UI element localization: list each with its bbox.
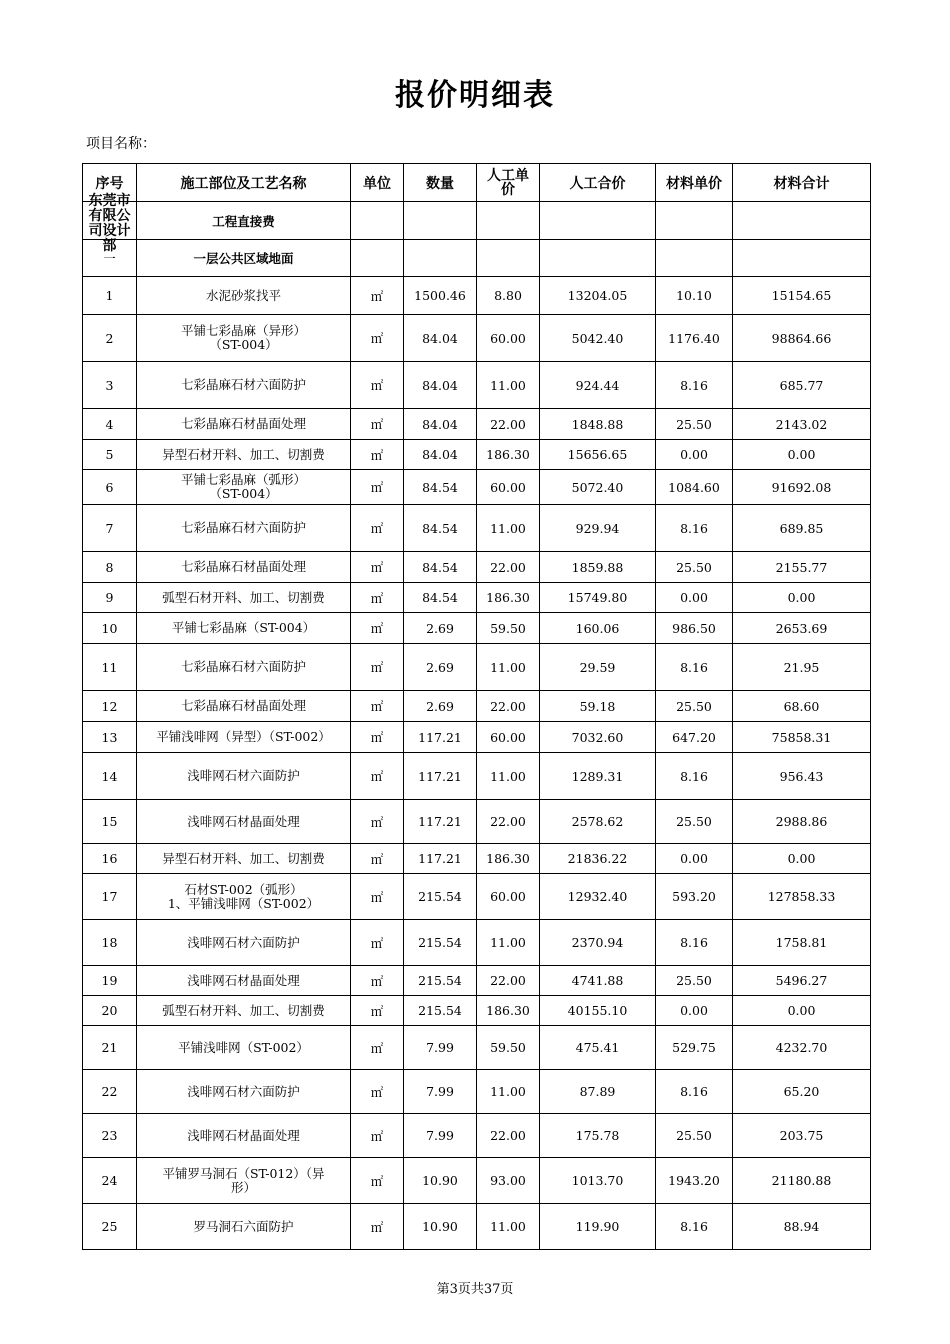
- cell-material-price: 0.00: [656, 440, 733, 470]
- direct-fee-row: [83, 202, 871, 240]
- cell-no: 1: [83, 277, 137, 315]
- cell-no: 14: [83, 753, 137, 800]
- cell-labor-price: 22.00: [477, 409, 540, 440]
- cell-qty: 7.99: [404, 1070, 477, 1114]
- cell-labor-total: 59.18: [540, 691, 656, 722]
- cell-material-total: 2988.86: [733, 800, 871, 844]
- header-name: 施工部位及工艺名称: [137, 164, 351, 202]
- cell-unit: ㎡: [351, 1114, 404, 1158]
- cell-material-total: 21180.88: [733, 1158, 871, 1204]
- cell-labor-price: 186.30: [477, 583, 540, 613]
- table-row: [83, 362, 871, 409]
- cell-no: 13: [83, 722, 137, 753]
- cell-labor-total: 1859.88: [540, 552, 656, 583]
- cell-unit: ㎡: [351, 1026, 404, 1070]
- cell-labor-price: 186.30: [477, 844, 540, 874]
- cell-material-total: 2155.77: [733, 552, 871, 583]
- cell-no: 19: [83, 966, 137, 996]
- cell-labor-price: 186.30: [477, 996, 540, 1026]
- cell-no: 25: [83, 1204, 137, 1250]
- cell-material-price: 0.00: [656, 583, 733, 613]
- cell-no: 16: [83, 844, 137, 874]
- cell-material-total: 0.00: [733, 583, 871, 613]
- cell-labor-price: 11.00: [477, 920, 540, 966]
- cell-material-total: 203.75: [733, 1114, 871, 1158]
- section-row: [83, 240, 871, 277]
- cell-labor-total: 2578.62: [540, 800, 656, 844]
- cell-unit: ㎡: [351, 409, 404, 440]
- table-row: [83, 1026, 871, 1070]
- cell-material-price: 25.50: [656, 966, 733, 996]
- cell-labor-total: 29.59: [540, 644, 656, 691]
- page-footer: 第3页共37页: [436, 1282, 514, 1297]
- cell-labor-total: 119.90: [540, 1204, 656, 1250]
- header-material-price: 材料单价: [656, 164, 733, 202]
- table-row: [83, 1070, 871, 1114]
- cell-material-price: 8.16: [656, 1070, 733, 1114]
- cell-qty: 7.99: [404, 1026, 477, 1070]
- cell-unit: ㎡: [351, 800, 404, 844]
- cell-labor-price: 11.00: [477, 362, 540, 409]
- cell-material-price: 8.16: [656, 644, 733, 691]
- cell-unit: ㎡: [351, 920, 404, 966]
- table-row: [83, 613, 871, 644]
- cell-name: 七彩晶麻石材晶面处理: [137, 552, 351, 583]
- cell-unit: ㎡: [351, 874, 404, 920]
- cell-material-price: 10.10: [656, 277, 733, 315]
- cell-qty: 84.54: [404, 552, 477, 583]
- cell-material-price: 1084.60: [656, 470, 733, 505]
- cell-labor-total: 929.94: [540, 505, 656, 552]
- cell-qty: 2.69: [404, 691, 477, 722]
- cell-labor-price: 11.00: [477, 753, 540, 800]
- cell-unit: ㎡: [351, 440, 404, 470]
- direct-fee-label: 工程直接费: [137, 202, 351, 240]
- cell-material-total: 65.20: [733, 1070, 871, 1114]
- cell-material-price: 25.50: [656, 1114, 733, 1158]
- cell-material-total: 689.85: [733, 505, 871, 552]
- cell-unit: ㎡: [351, 691, 404, 722]
- table-row: [83, 505, 871, 552]
- cell-material-total: 2143.02: [733, 409, 871, 440]
- cell-unit: ㎡: [351, 753, 404, 800]
- cell-no: 8: [83, 552, 137, 583]
- header-row: [83, 164, 871, 202]
- cell-name: 七彩晶麻石材晶面处理: [137, 409, 351, 440]
- cell-labor-total: 15749.80: [540, 583, 656, 613]
- cell-material-total: 98864.66: [733, 315, 871, 362]
- header-labor-price: 人工单 价: [477, 164, 540, 202]
- cell-material-price: 8.16: [656, 753, 733, 800]
- table-row: [83, 315, 871, 362]
- cell-unit: ㎡: [351, 362, 404, 409]
- cell-unit: ㎡: [351, 470, 404, 505]
- cell-unit: ㎡: [351, 1070, 404, 1114]
- cell-material-price: 8.16: [656, 362, 733, 409]
- table-row: [83, 966, 871, 996]
- cell-qty: 7.99: [404, 1114, 477, 1158]
- table-row: [83, 691, 871, 722]
- cell-unit: ㎡: [351, 583, 404, 613]
- project-name-label: 项目名称：: [86, 136, 156, 152]
- cell-material-price: 986.50: [656, 613, 733, 644]
- cell-material-total: 91692.08: [733, 470, 871, 505]
- cell-labor-total: 7032.60: [540, 722, 656, 753]
- cell-labor-price: 186.30: [477, 440, 540, 470]
- cell-unit: ㎡: [351, 277, 404, 315]
- cell-no: 9: [83, 583, 137, 613]
- cell-name: 异型石材开料、加工、切割费: [137, 844, 351, 874]
- header-qty: 数量: [404, 164, 477, 202]
- table-row: [83, 644, 871, 691]
- cell-labor-total: 21836.22: [540, 844, 656, 874]
- cell-unit: ㎡: [351, 315, 404, 362]
- cell-unit: ㎡: [351, 722, 404, 753]
- cell-unit: ㎡: [351, 966, 404, 996]
- cell-material-price: 25.50: [656, 800, 733, 844]
- cell-material-price: 1943.20: [656, 1158, 733, 1204]
- cell-material-total: 1758.81: [733, 920, 871, 966]
- cell-unit: ㎡: [351, 505, 404, 552]
- cell-labor-price: 59.50: [477, 613, 540, 644]
- cell-name: 浅啡网石材六面防护: [137, 1070, 351, 1114]
- cell-no: 5: [83, 440, 137, 470]
- table-row: [83, 470, 871, 505]
- cell-unit: ㎡: [351, 844, 404, 874]
- cell-qty: 1500.46: [404, 277, 477, 315]
- cell-name: 浅啡网石材晶面处理: [137, 966, 351, 996]
- cell-labor-total: 1289.31: [540, 753, 656, 800]
- cell-material-total: 685.77: [733, 362, 871, 409]
- cell-name: 罗马洞石六面防护: [137, 1204, 351, 1250]
- cell-labor-total: 4741.88: [540, 966, 656, 996]
- cell-name: 平铺七彩晶麻（ST-004）: [137, 613, 351, 644]
- cell-unit: ㎡: [351, 1204, 404, 1250]
- cell-no: 2: [83, 315, 137, 362]
- cell-name: 浅啡网石材六面防护: [137, 753, 351, 800]
- cell-no: 20: [83, 996, 137, 1026]
- cell-unit: ㎡: [351, 996, 404, 1026]
- cell-no: 24: [83, 1158, 137, 1204]
- table-row: [83, 552, 871, 583]
- cell-qty: 215.54: [404, 966, 477, 996]
- table-row: [83, 583, 871, 613]
- table-row: [83, 409, 871, 440]
- cell-material-price: 0.00: [656, 844, 733, 874]
- table-row: [83, 800, 871, 844]
- table-row: [83, 996, 871, 1026]
- cell-labor-total: 1013.70: [540, 1158, 656, 1204]
- company-fragment: 东莞市有限公司设计部: [88, 193, 131, 254]
- cell-no: 12: [83, 691, 137, 722]
- cell-material-price: 25.50: [656, 409, 733, 440]
- cell-qty: 117.21: [404, 753, 477, 800]
- cell-material-total: 127858.33: [733, 874, 871, 920]
- cell-labor-price: 11.00: [477, 644, 540, 691]
- table-row: [83, 722, 871, 753]
- cell-qty: 117.21: [404, 722, 477, 753]
- cell-unit: ㎡: [351, 552, 404, 583]
- cell-material-price: 529.75: [656, 1026, 733, 1070]
- table-row: [83, 874, 871, 920]
- cell-labor-total: 15656.65: [540, 440, 656, 470]
- table-row: [83, 920, 871, 966]
- cell-qty: 215.54: [404, 920, 477, 966]
- cell-qty: 2.69: [404, 613, 477, 644]
- cell-labor-price: 11.00: [477, 1204, 540, 1250]
- cell-qty: 10.90: [404, 1158, 477, 1204]
- cell-labor-price: 60.00: [477, 874, 540, 920]
- cell-name: 七彩晶麻石材六面防护: [137, 644, 351, 691]
- cell-qty: 84.04: [404, 362, 477, 409]
- cell-no: 4: [83, 409, 137, 440]
- cell-material-total: 2653.69: [733, 613, 871, 644]
- cell-material-total: 5496.27: [733, 966, 871, 996]
- cell-labor-total: 5042.40: [540, 315, 656, 362]
- cell-material-total: 75858.31: [733, 722, 871, 753]
- company-fragment-cell: [83, 193, 137, 254]
- cell-name: 平铺七彩晶麻（异形） （ST-004）: [137, 315, 351, 362]
- cell-qty: 117.21: [404, 800, 477, 844]
- cell-name: 异型石材开料、加工、切割费: [137, 440, 351, 470]
- cell-name: 浅啡网石材晶面处理: [137, 800, 351, 844]
- cell-labor-total: 40155.10: [540, 996, 656, 1026]
- header-no: 序号: [83, 164, 137, 202]
- cell-qty: 84.54: [404, 583, 477, 613]
- cell-material-price: 0.00: [656, 996, 733, 1026]
- cell-labor-total: 475.41: [540, 1026, 656, 1070]
- cell-material-total: 68.60: [733, 691, 871, 722]
- cell-name: 弧型石材开料、加工、切割费: [137, 583, 351, 613]
- cell-name: 平铺罗马洞石（ST-012）（异 形）: [137, 1158, 351, 1204]
- cell-labor-total: 87.89: [540, 1070, 656, 1114]
- cell-qty: 117.21: [404, 844, 477, 874]
- cell-material-total: 0.00: [733, 996, 871, 1026]
- cell-qty: 84.04: [404, 409, 477, 440]
- cell-labor-price: 8.80: [477, 277, 540, 315]
- cell-name: 七彩晶麻石材晶面处理: [137, 691, 351, 722]
- cell-material-price: 593.20: [656, 874, 733, 920]
- section-no: 一: [83, 240, 137, 277]
- cell-no: 23: [83, 1114, 137, 1158]
- cell-name: 平铺浅啡网（异型）（ST-002）: [137, 722, 351, 753]
- cell-labor-price: 22.00: [477, 691, 540, 722]
- cell-material-price: 647.20: [656, 722, 733, 753]
- table-row: [83, 844, 871, 874]
- cell-qty: 84.54: [404, 505, 477, 552]
- cell-labor-price: 22.00: [477, 966, 540, 996]
- cell-no: 7: [83, 505, 137, 552]
- cell-no: 6: [83, 470, 137, 505]
- cell-labor-price: 11.00: [477, 1070, 540, 1114]
- cell-material-price: 1176.40: [656, 315, 733, 362]
- cell-no: 10: [83, 613, 137, 644]
- cell-material-price: 8.16: [656, 505, 733, 552]
- cell-material-total: 0.00: [733, 844, 871, 874]
- cell-qty: 84.04: [404, 440, 477, 470]
- cell-qty: 215.54: [404, 874, 477, 920]
- cell-no: 3: [83, 362, 137, 409]
- page-title: 报价明细表: [395, 78, 555, 113]
- cell-qty: 84.04: [404, 315, 477, 362]
- cell-no: 21: [83, 1026, 137, 1070]
- cell-labor-total: 12932.40: [540, 874, 656, 920]
- cell-labor-price: 22.00: [477, 1114, 540, 1158]
- cell-name: 石材ST-002（弧形） 1、平铺浅啡网（ST-002）: [137, 874, 351, 920]
- cell-unit: ㎡: [351, 644, 404, 691]
- cell-labor-price: 59.50: [477, 1026, 540, 1070]
- table-row: [83, 1158, 871, 1204]
- cell-labor-price: 60.00: [477, 722, 540, 753]
- cell-material-total: 956.43: [733, 753, 871, 800]
- header-unit: 单位: [351, 164, 404, 202]
- cell-name: 水泥砂浆找平: [137, 277, 351, 315]
- cell-labor-price: 60.00: [477, 470, 540, 505]
- table-row: [83, 753, 871, 800]
- cell-material-total: 21.95: [733, 644, 871, 691]
- cell-unit: ㎡: [351, 1158, 404, 1204]
- cell-qty: 84.54: [404, 470, 477, 505]
- cell-unit: ㎡: [351, 613, 404, 644]
- cell-labor-total: 5072.40: [540, 470, 656, 505]
- cell-material-price: 25.50: [656, 691, 733, 722]
- cell-labor-total: 160.06: [540, 613, 656, 644]
- cell-material-price: 8.16: [656, 920, 733, 966]
- cell-no: 15: [83, 800, 137, 844]
- cell-labor-total: 175.78: [540, 1114, 656, 1158]
- cell-labor-total: 1848.88: [540, 409, 656, 440]
- cell-labor-total: 13204.05: [540, 277, 656, 315]
- quotation-table: [82, 163, 871, 1250]
- cell-labor-price: 22.00: [477, 800, 540, 844]
- cell-material-price: 25.50: [656, 552, 733, 583]
- cell-no: 17: [83, 874, 137, 920]
- table-row: [83, 1114, 871, 1158]
- cell-no: 11: [83, 644, 137, 691]
- cell-name: 平铺七彩晶麻（弧形） （ST-004）: [137, 470, 351, 505]
- header-material-total: 材料合计: [733, 164, 871, 202]
- cell-qty: 215.54: [404, 996, 477, 1026]
- cell-name: 浅啡网石材晶面处理: [137, 1114, 351, 1158]
- cell-name: 弧型石材开料、加工、切割费: [137, 996, 351, 1026]
- cell-labor-price: 11.00: [477, 505, 540, 552]
- cell-name: 七彩晶麻石材六面防护: [137, 362, 351, 409]
- cell-material-total: 88.94: [733, 1204, 871, 1250]
- cell-no: 18: [83, 920, 137, 966]
- cell-qty: 2.69: [404, 644, 477, 691]
- table-row: [83, 440, 871, 470]
- cell-name: 平铺浅啡网（ST-002）: [137, 1026, 351, 1070]
- cell-material-price: 8.16: [656, 1204, 733, 1250]
- cell-name: 浅啡网石材六面防护: [137, 920, 351, 966]
- table-row: [83, 277, 871, 315]
- section-name: 一层公共区域地面: [137, 240, 351, 277]
- cell-labor-total: 924.44: [540, 362, 656, 409]
- cell-material-total: 4232.70: [733, 1026, 871, 1070]
- cell-labor-price: 60.00: [477, 315, 540, 362]
- cell-material-total: 0.00: [733, 440, 871, 470]
- cell-qty: 10.90: [404, 1204, 477, 1250]
- cell-name: 七彩晶麻石材六面防护: [137, 505, 351, 552]
- cell-labor-price: 93.00: [477, 1158, 540, 1204]
- cell-material-total: 15154.65: [733, 277, 871, 315]
- cell-labor-price: 22.00: [477, 552, 540, 583]
- header-labor-total: 人工合价: [540, 164, 656, 202]
- table-row: [83, 1204, 871, 1250]
- cell-no: 22: [83, 1070, 137, 1114]
- cell-labor-total: 2370.94: [540, 920, 656, 966]
